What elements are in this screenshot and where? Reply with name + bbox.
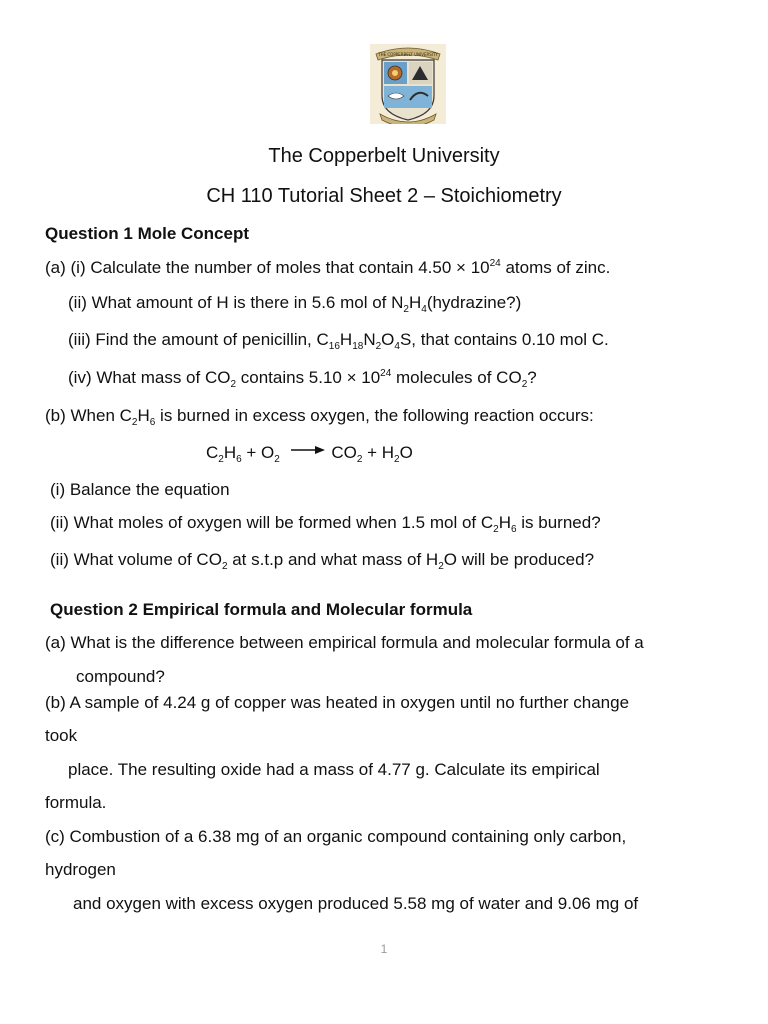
page-number: 1	[380, 942, 388, 956]
q2-b-line-4: formula.	[45, 793, 107, 812]
q2-b-line-3: place. The resulting oxide had a mass of 4.77 g. Calculate its empirical	[68, 760, 600, 779]
q1-b-ii: (ii) What moles of oxygen will be formed when 1.5 mol of $C_2H_6$ is burned?	[50, 513, 601, 535]
q2-b-line-2: took	[45, 726, 78, 745]
university-title: The Copperbelt University	[268, 145, 500, 167]
q2-c-line-1: (c) Combustion of a 6.38 mg of an organic compound containing only carbon,	[45, 827, 627, 846]
reaction-equation: $C_2H_6 + O_2$ $CO_2 + H_2O$	[206, 443, 413, 465]
question-2-heading: Question 2 Empirical formula and Molecular formula	[50, 600, 473, 619]
q1-a-iv: (iv) What mass of $CO_2$ contains $5.10 \times 10^{24}$ molecules of $CO_2$?	[68, 368, 537, 390]
q1-b-iii: (ii) What volume of $CO_2$ at s.t.p and what mass of $H_2O$ will be produced?	[50, 550, 595, 572]
q1-a-iii: (iii) Find the amount of penicillin, $C_{16}H_{18}N_2O_4S$, that contains 0.10 mol C.	[68, 330, 609, 352]
q1-b-i: (i) Balance the equation	[50, 480, 230, 499]
q2-c-line-3: and oxygen with excess oxygen produced 5.58 mg of water and 9.06 mg of	[73, 894, 639, 913]
q1-a-i: (a) (i) Calculate the number of moles that contain $4.50 \times 10^{24}$ atoms of zinc.	[45, 258, 611, 277]
logo-text: THE COPPERBELT UNIVERSITY	[378, 52, 438, 57]
university-logo	[370, 44, 446, 124]
sheet-title: CH 110 Tutorial Sheet 2 – Stoichiometry	[206, 185, 562, 207]
q2-b-line-1: (b) A sample of 4.24 g of copper was heated in oxygen until no further change	[45, 693, 630, 712]
reaction-arrow-icon	[291, 445, 325, 455]
q2-a-line-2: compound?	[76, 667, 165, 686]
q1-a-ii: (ii) What amount of H is there in 5.6 mol of $N_2H_4(hydrazine?)$	[68, 293, 522, 315]
q2-a-line-1: (a) What is the difference between empirical formula and molecular formula of a	[45, 633, 644, 652]
q2-c-line-2: hydrogen	[45, 860, 116, 879]
question-1-heading: Question 1 Mole Concept	[45, 224, 250, 243]
q1-b: (b) When $C_2H_6$ is burned in excess oxygen, the following reaction occurs:	[45, 406, 594, 428]
